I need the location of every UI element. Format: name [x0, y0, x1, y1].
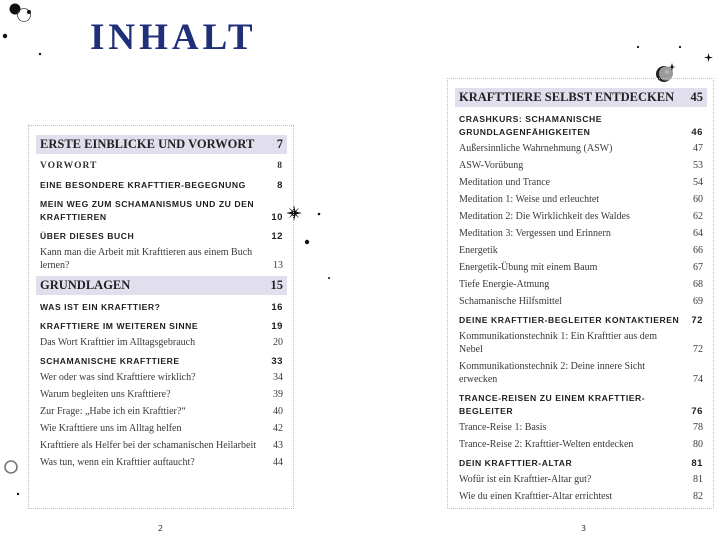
toc-entry-page: 7 [276, 137, 283, 151]
page-title: INHALT [90, 17, 257, 58]
toc-entry-title: Schamanische Hilfsmittel [459, 296, 563, 307]
toc-entry-sub [36, 371, 287, 384]
toc-entry-title: Meditation 2: Die Wirklichkeit des Waldes [459, 211, 630, 222]
toc-entry-section [455, 113, 707, 139]
toc-entry-title: Meditation und Trance [459, 177, 551, 188]
toc-entry-page: 81 [693, 474, 703, 485]
toc-entry-page: 67 [693, 262, 703, 273]
toc-entry-section [36, 198, 287, 224]
toc-left-page [28, 125, 294, 509]
toc-entry-page: 72 [691, 315, 703, 326]
toc-entry-title: ERSTE EINBLICKE UND VORWORT [40, 137, 255, 151]
toc-entry-page: 45 [690, 90, 703, 104]
toc-entry-page: 15 [270, 278, 283, 292]
toc-entry-sub [455, 278, 707, 291]
toc-entry-sub [455, 227, 707, 240]
toc-entry-title: GRUNDLAGEN [40, 278, 131, 292]
toc-entry-title: Kommunikationstechnik 1: Ein Krafttier aus dem Nebel [459, 331, 658, 355]
toc-entry-title: ASW-Vorübung [459, 160, 524, 171]
toc-entry-title: Trance-Reise 1: Basis [459, 422, 547, 433]
toc-entry-title: DEINE KRAFTTIER-BEGLEITER KONTAKTIEREN [459, 315, 680, 325]
star-dot-icon [38, 52, 42, 56]
toc-entry-title: Meditation 3: Vergessen und Erinnern [459, 228, 611, 239]
toc-entry-page: 64 [693, 228, 703, 239]
toc-entry-page: 19 [271, 321, 283, 332]
toc-entry-page: 78 [693, 422, 703, 433]
toc-entry-sub [455, 159, 707, 172]
toc-entry-title: Energetik [459, 245, 498, 256]
toc-entry-page: 10 [271, 212, 283, 223]
toc-entry-title: CRASHKURS: SCHAMANISCHE GRUNDLAGENFÄHIGKEITEN [459, 114, 602, 137]
toc-entry-title: ÜBER DIESES BUCH [40, 231, 135, 241]
toc-entry-title: Zur Frage: „Habe ich ein Krafttier?“ [40, 406, 186, 417]
toc-entry-sub [455, 295, 707, 308]
toc-entry-chapter [36, 276, 287, 295]
sparkle-star-icon [704, 53, 713, 62]
toc-entry-title: Meditation 1: Weise und erleuchtet [459, 194, 600, 205]
star-dot-icon [327, 276, 331, 280]
toc-entry-chapter [36, 135, 287, 154]
toc-entry-sub [36, 246, 287, 272]
toc-entry-title: Energetik-Übung mit einem Baum [459, 262, 598, 273]
toc-entry-sub [455, 438, 707, 451]
toc-entry-page: 12 [271, 231, 283, 242]
toc-entry-title: Krafttiere als Helfer bei der schamanischen Heilarbeit [40, 440, 257, 451]
page-number-right: 3 [581, 524, 587, 533]
toc-entry-page: 33 [271, 356, 283, 367]
toc-entry-title: Warum begleiten uns Krafttiere? [40, 389, 171, 400]
toc-entry-title: EINE BESONDERE KRAFTTIER-BEGEGNUNG [40, 180, 246, 190]
toc-entry-page: 47 [693, 143, 703, 154]
toc-entry-sub [36, 422, 287, 435]
toc-entry-sub [36, 388, 287, 401]
toc-entry-sub [455, 210, 707, 223]
toc-entry-title: Tiefe Energie-Atmung [459, 279, 550, 290]
moon-eclipse-icon [4, 2, 34, 28]
toc-entry-sub [36, 456, 287, 469]
toc-entry-sub [455, 473, 707, 486]
toc-entry-title: MEIN WEG ZUM SCHAMANISMUS UND ZU DEN KRAFTTIEREN [40, 199, 255, 222]
toc-entry-chapter [455, 88, 707, 107]
toc-entry-page: 13 [273, 260, 283, 271]
toc-entry-section [455, 392, 707, 418]
toc-entry-title: Wer oder was sind Krafttiere wirklich? [40, 372, 196, 383]
star-dot-icon [304, 239, 310, 245]
toc-entry-page: 72 [693, 344, 703, 355]
toc-entry-sub [36, 439, 287, 452]
toc-entry-title: Wie du einen Krafttier-Altar errichtest [459, 491, 613, 502]
toc-entry-page: 40 [273, 406, 283, 417]
toc-entry-title: KRAFTTIERE IM WEITEREN SINNE [40, 321, 199, 331]
star-dot-icon [636, 45, 640, 49]
toc-entry-page: 53 [693, 160, 703, 171]
toc-entry-title: Kann man die Arbeit mit Krafttieren aus einem Buch lernen? [40, 247, 253, 271]
toc-entry-sub [36, 405, 287, 418]
toc-entry-page: 76 [691, 406, 703, 417]
toc-entry-title: Kommunikationstechnik 2: Deine innere Sicht erwecken [459, 361, 646, 385]
toc-entry-page: 68 [693, 279, 703, 290]
toc-entry-sub [455, 360, 707, 386]
toc-entry-page: 62 [693, 211, 703, 222]
star-dot-icon [317, 212, 321, 216]
toc-entry-title: KRAFTTIERE SELBST ENTDECKEN [459, 90, 675, 104]
toc-entry-sub [455, 330, 707, 356]
toc-entry-sub [455, 261, 707, 274]
toc-entry-sub [455, 193, 707, 206]
toc-entry-caps-serif [36, 160, 287, 173]
toc-entry-title: Was tun, wenn ein Krafttier auftaucht? [40, 457, 195, 468]
toc-entry-page: 8 [277, 180, 283, 191]
toc-entry-section [36, 230, 287, 243]
toc-entry-page: 42 [273, 423, 283, 434]
toc-entry-page: 46 [691, 127, 703, 138]
toc-right-page [447, 78, 714, 509]
toc-entry-page: 34 [273, 372, 283, 383]
toc-entry-sub [455, 244, 707, 257]
toc-entry-page: 82 [693, 491, 703, 502]
toc-entry-page: 60 [693, 194, 703, 205]
toc-entry-title: SCHAMANISCHE KRAFTTIERE [40, 356, 180, 366]
toc-entry-page: 39 [273, 389, 283, 400]
toc-entry-page: 20 [273, 337, 283, 348]
toc-entry-page: 69 [693, 296, 703, 307]
toc-entry-page: 81 [691, 458, 703, 469]
star-dot-icon [678, 45, 682, 49]
toc-entry-page: 43 [273, 440, 283, 451]
toc-entry-page: 54 [693, 177, 703, 188]
toc-entry-title: WAS IST EIN KRAFTTIER? [40, 302, 161, 312]
toc-entry-page: 80 [693, 439, 703, 450]
toc-entry-title: Wie Krafttiere uns im Alltag helfen [40, 423, 182, 434]
toc-entry-title: Wofür ist ein Krafttier-Altar gut? [459, 474, 592, 485]
toc-entry-page: 44 [273, 457, 283, 468]
toc-entry-title: Außersinnliche Wahrnehmung (ASW) [459, 143, 613, 154]
toc-entry-sub [455, 490, 707, 503]
toc-entry-sub [455, 421, 707, 434]
toc-entry-page: 16 [271, 302, 283, 313]
toc-entry-page: 8 [277, 161, 283, 171]
toc-entry-title: Das Wort Krafttier im Alltagsgebrauch [40, 337, 196, 348]
toc-entry-title: DEIN KRAFTTIER-ALTAR [459, 458, 573, 468]
toc-entry-page: 66 [693, 245, 703, 256]
toc-entry-section [36, 179, 287, 192]
toc-entry-section [36, 301, 287, 314]
toc-entry-sub [455, 142, 707, 155]
star-dot-icon [16, 492, 20, 496]
toc-entry-section [455, 314, 707, 327]
page-number-left: 2 [158, 524, 164, 533]
toc-entry-section [455, 457, 707, 470]
toc-entry-sub [36, 336, 287, 349]
toc-entry-title: TRANCE-REISEN ZU EINEM KRAFTTIER-BEGLEITER [459, 393, 646, 416]
toc-entry-title: VORWORT [40, 161, 98, 171]
toc-entry-page: 74 [693, 374, 703, 385]
toc-entry-section [36, 355, 287, 368]
toc-entry-sub [455, 176, 707, 189]
moon-ring-icon [3, 459, 19, 475]
star-dot-icon [2, 33, 8, 39]
toc-entry-section [36, 320, 287, 333]
toc-entry-title: Trance-Reise 2: Krafttier-Welten entdecken [459, 439, 634, 450]
